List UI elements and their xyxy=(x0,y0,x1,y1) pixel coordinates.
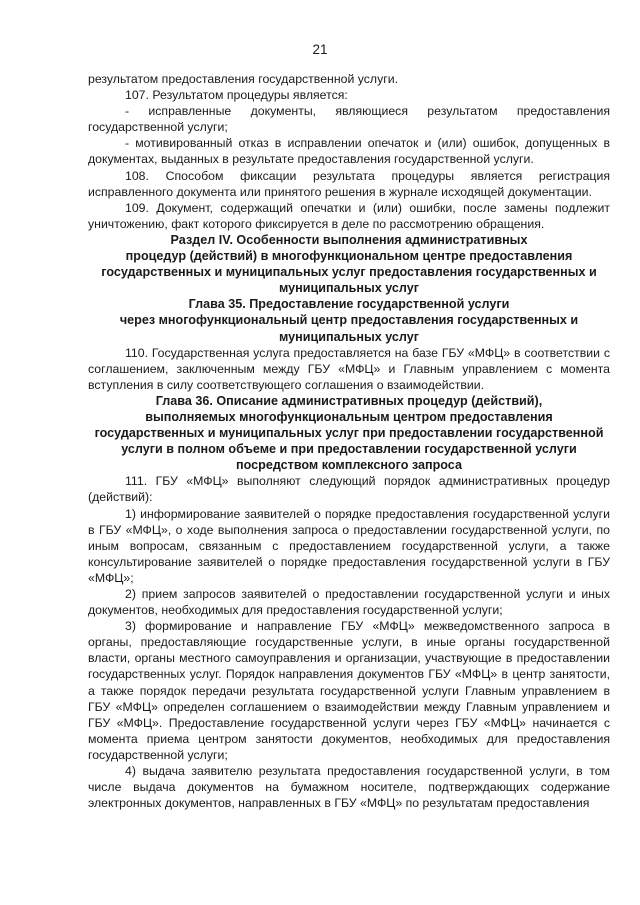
paragraph: - исправленные документы, являющиеся результатом предоставления государственной услуги; xyxy=(88,104,610,135)
paragraph: 111. ГБУ «МФЦ» выполняют следующий порядок административных процедур (действий): xyxy=(88,474,610,505)
paragraph: 1) информирование заявителей о порядке предоставления государственной услуги в ГБУ «МФЦ», о ходе выполнения запроса о предоставлении государственной услуги, по иным вопросам, связанным с предоставлением государственной услуги, а также консультирование заявителей о порядке предоставления государственной услуги в ГБУ «МФЦ»; xyxy=(88,506,610,585)
heading-line: государственных и муниципальных услуг предоставления государственных и xyxy=(101,265,597,280)
paragraph: 107. Результатом процедуры является: xyxy=(125,88,348,103)
paragraphs-bottom xyxy=(88,473,610,811)
paragraph: 109. Документ, содержащий опечатки и (или) ошибки, после замены подлежит уничтожению, факт которого фиксируется в деле по рассмотрению обращения. xyxy=(88,200,610,231)
document-body xyxy=(88,71,610,811)
heading-line: Глава 36. Описание административных процедур (действий), xyxy=(155,393,543,408)
paragraph: результатом предоставления государственной услуги. xyxy=(88,72,399,86)
heading-line: посредством комплексного запроса xyxy=(236,458,462,473)
heading-line: выполняемых многофункциональным центром предоставления xyxy=(145,409,553,424)
heading-line: государственных и муниципальных услуг при предоставлении государственной xyxy=(94,426,604,441)
section-heading xyxy=(88,232,610,296)
chapter-heading-35 xyxy=(88,296,610,344)
paragraph: 4) выдача заявителю результата предоставления государственной услуги, в том числе выдача документов на бумажном носителе, подтверждающих содержание электронных документов, направленных в ГБУ «МФЦ» по результатам предоставления xyxy=(88,764,610,811)
heading-line: муниципальных услуг xyxy=(279,281,419,296)
heading-line: процедур (действий) в многофункциональном центре предоставления xyxy=(125,249,573,264)
paragraph: 2) прием запросов заявителей о предоставлении государственной услуги и иных документов, необходимых для предоставления государственной услуги; xyxy=(88,587,610,618)
heading-line: услуги в полном объеме и при предоставлении государственной услуги xyxy=(121,442,577,457)
heading-line: Раздел IV. Особенности выполнения административных xyxy=(170,232,528,247)
heading-line: через многофункциональный центр предоставления государственных и xyxy=(119,313,579,328)
paragraph: 3) формирование и направление ГБУ «МФЦ» межведомственного запроса в органы, предоставляющие государственные услуги, в иные органы государственной власти, органы местного самоуправления и организации, участвующие в предоставлении государственных услуг. Порядок направления документов ГБУ «МФЦ» в центр занятости, а также порядок передачи результата государственной услуги Главным управлением в ГБУ «МФЦ» определен соглашением о взаимодействии между Главным управлением и ГБУ «МФЦ». Предоставление государственной услуги через ГБУ «МФЦ» начинается с момента приема центром занятости документов, необходимых для предоставления государственной услуги; xyxy=(88,619,610,762)
paragraph-110: 110. Государственная услуга предоставляется на базе ГБУ «МФЦ» в соответствии с соглашением, заключенным между ГБУ «МФЦ» и Главным управлением с момента вступления в силу соответствующего соглашения о взаимодействии. xyxy=(88,345,610,392)
chapter-heading-36 xyxy=(88,393,610,473)
paragraph: - мотивированный отказ в исправлении опечаток и (или) ошибок, допущенных в документах, выданных в результате предоставления государственной услуги. xyxy=(88,136,610,167)
heading-line: муниципальных услуг xyxy=(279,329,419,344)
heading-line: Глава 35. Предоставление государственной услуги xyxy=(188,297,510,312)
page-number: 21 xyxy=(312,42,328,57)
paragraph: 108. Способом фиксации результата процедуры является регистрация исправленного документа или принятого решения в журнале исходящей документации. xyxy=(88,168,610,199)
paragraphs-top xyxy=(88,71,610,232)
